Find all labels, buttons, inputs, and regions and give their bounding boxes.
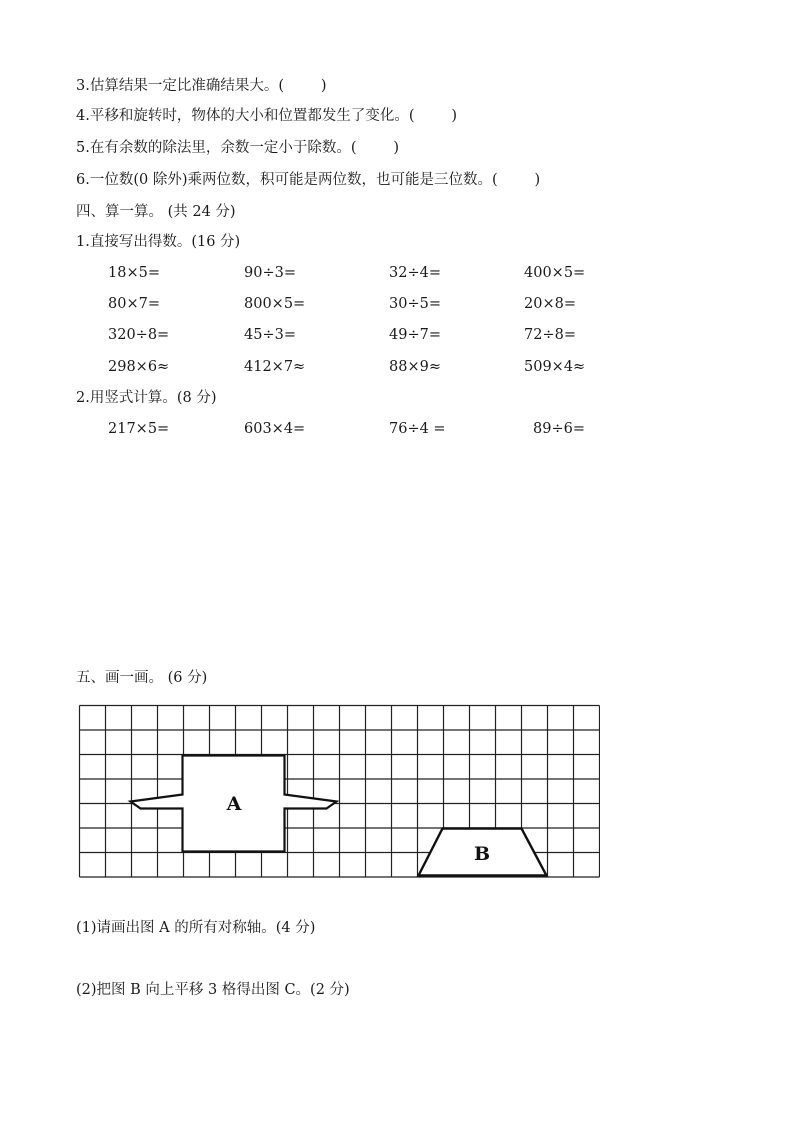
direct-calc-title: 1.直接写出得数。(16 分) <box>76 234 241 250</box>
judgment-q5: 5.在有余数的除法里，余数一定小于除数。( ) <box>76 140 400 156</box>
calc-item: 18×5= <box>108 265 160 281</box>
draw-q1: (1)请画出图 A 的所有对称轴。(4 分) <box>76 920 316 936</box>
calc-item: 80×7= <box>108 296 160 312</box>
calc-item: 45÷3= <box>244 327 296 343</box>
section-5-title: 五、画一画。 (6 分) <box>76 670 208 686</box>
shape-b-label: B <box>473 843 491 865</box>
judgment-q6: 6.一位数(0 除外)乘两位数，积可能是两位数，也可能是三位数。( ) <box>76 172 541 188</box>
vertical-calc-item: 217×5= <box>108 421 170 437</box>
judgment-q3: 3.估算结果一定比准确结果大。( ) <box>76 78 327 94</box>
vertical-calc-item: 603×4= <box>244 421 306 437</box>
calc-item: 32÷4= <box>389 265 441 281</box>
vertical-calc-title: 2.用竖式计算。(8 分) <box>76 390 217 406</box>
calc-item: 320÷8= <box>108 327 170 343</box>
grid-figure <box>78 704 600 902</box>
calc-item: 800×5= <box>244 296 306 312</box>
calc-item: 509×4≈ <box>524 359 586 375</box>
calc-item: 30÷5= <box>389 296 441 312</box>
section-4-title: 四、算一算。 (共 24 分) <box>76 204 236 220</box>
vertical-calc-item: 76÷4 = <box>389 421 446 437</box>
draw-q2: (2)把图 B 向上平移 3 格得出图 C。(2 分) <box>76 982 350 998</box>
calc-item: 72÷8= <box>524 327 576 343</box>
calc-item: 90÷3= <box>244 265 296 281</box>
calc-item: 20×8= <box>524 296 576 312</box>
vertical-calc-item: 89÷6= <box>533 421 585 437</box>
calc-item: 49÷7= <box>389 327 441 343</box>
calc-item: 298×6≈ <box>108 359 170 375</box>
calc-item: 400×5= <box>524 265 586 281</box>
calc-item: 88×9≈ <box>389 359 441 375</box>
shape-a-label: A <box>226 793 242 815</box>
judgment-q4: 4.平移和旋转时，物体的大小和位置都发生了变化。( ) <box>76 108 458 124</box>
calc-item: 412×7≈ <box>244 359 306 375</box>
